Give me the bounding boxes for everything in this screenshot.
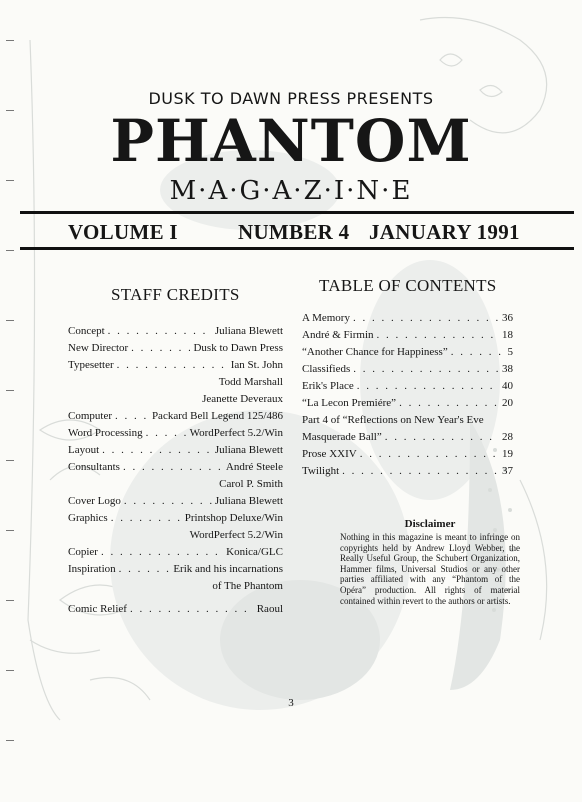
credit-row: Inspiration . . . Erik and his incarnations bbox=[68, 561, 283, 578]
credit-row: Graphics . . . Printshop Deluxe/Win bbox=[68, 510, 283, 527]
toc-entry: Classifieds . . . 38 bbox=[302, 361, 513, 378]
toc-entry: “La Lecon Premiére” . . . 20 bbox=[302, 395, 513, 412]
credit-row: Cover Logo . . . Juliana Blewett bbox=[68, 493, 283, 510]
toc-heading: TABLE OF CONTENTS bbox=[319, 276, 497, 295]
toc-entry: Erik's Place . . . 40 bbox=[302, 378, 513, 395]
staff-credits-heading: STAFF CREDITS bbox=[111, 285, 240, 304]
toc-entry: André & Firmin . . . 18 bbox=[302, 327, 513, 344]
toc-entry: Prose XXIV . . . 19 bbox=[302, 446, 513, 463]
issue-date: JANUARY 1991 bbox=[369, 220, 520, 244]
toc-list bbox=[302, 310, 513, 480]
issue-number: NUMBER 4 bbox=[238, 220, 350, 244]
toc-entry: A Memory . . . 36 bbox=[302, 310, 513, 327]
credit-row: Computer . . . Packard Bell Legend 125/486 bbox=[68, 408, 283, 425]
publisher-line: DUSK TO DAWN PRESS PRESENTS bbox=[148, 89, 434, 108]
credit-continuation: WordPerfect 5.2/Win bbox=[189, 529, 283, 541]
credit-continuation: Jeanette Deveraux bbox=[202, 393, 283, 405]
staff-credits-list bbox=[68, 323, 283, 618]
credit-continuation: Carol P. Smith bbox=[219, 478, 283, 490]
toc-entry: Twilight . . . 37 bbox=[302, 463, 513, 480]
credit-row: Consultants . . . André Steele bbox=[68, 459, 283, 476]
magazine-subtitle: M·A·G·A·Z·I·N·E bbox=[169, 176, 413, 206]
toc-entry-line: Part 4 of “Reflections on New Year's Eve bbox=[302, 414, 484, 426]
magazine-title: PHANTOM bbox=[110, 107, 472, 175]
toc-entry: “Another Chance for Happiness” . . . 5 bbox=[302, 344, 513, 361]
credit-continuation: Todd Marshall bbox=[218, 376, 283, 388]
page-number: 3 bbox=[288, 697, 294, 709]
credit-row: Typesetter . . . Ian St. John bbox=[68, 357, 283, 374]
disclaimer-text: Nothing in this magazine is meant to infringe on copyrights held by Andrew Lloyd Webber, the Really Useful Group, the Schubert Organization, Hammer films, Universal Studios or any other parties affiliated with any “Phantom of the Opéra” production. All rights of material contained within revert to the authors or artists. bbox=[340, 532, 520, 606]
credit-row: Layout . . . Juliana Blewett bbox=[68, 442, 283, 459]
credit-row: New Director . . . Dusk to Dawn Press bbox=[68, 340, 283, 357]
bottom-rule bbox=[20, 247, 574, 250]
credit-row: Word Processing . . . WordPerfect 5.2/Win bbox=[68, 425, 283, 442]
credit-row: Comic Relief . . . Raoul bbox=[68, 601, 283, 618]
top-rule bbox=[20, 211, 574, 214]
credit-row: Copier . . . Konica/GLC bbox=[68, 544, 283, 561]
credit-continuation: of The Phantom bbox=[212, 580, 283, 592]
disclaimer-title: Disclaimer bbox=[404, 518, 456, 530]
credit-row: Concept . . . Juliana Blewett bbox=[68, 323, 283, 340]
volume-label: VOLUME I bbox=[68, 220, 178, 244]
toc-entry: Masquerade Ball” . . . 28 bbox=[302, 429, 513, 446]
